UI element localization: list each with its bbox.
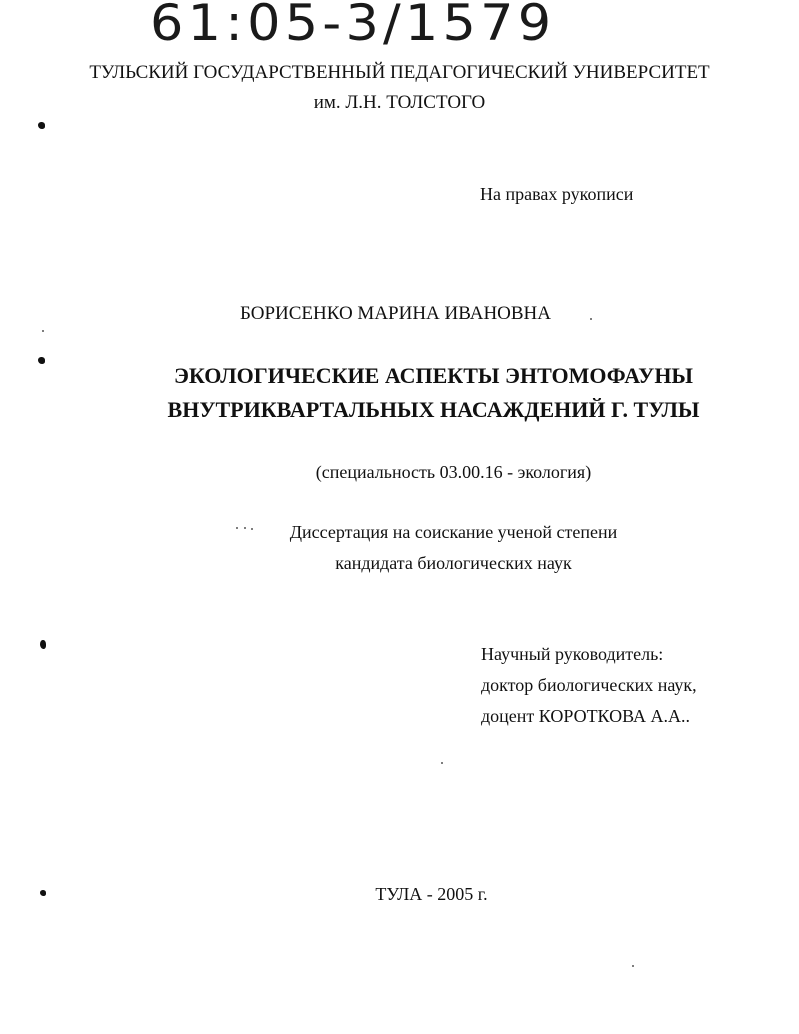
scan-speck (590, 318, 592, 320)
scan-speck (632, 965, 634, 967)
scan-mark-icon (40, 890, 46, 896)
scan-speck (441, 762, 443, 764)
scan-mark-icon (38, 122, 45, 129)
specialty: (специальность 03.00.16 - экология) (315, 462, 592, 482)
manuscript-rights-note: На правах рукописи (480, 184, 634, 204)
university-named-after: им. Л.Н. ТОЛСТОГО (313, 92, 486, 113)
handwritten-archive-number: 61:05-3/1579 (150, 0, 556, 52)
scan-mark-icon (38, 357, 45, 364)
advisor-name: доцент КОРОТКОВА А.А.. (481, 706, 690, 726)
university-name: ТУЛЬСКИЙ ГОСУДАРСТВЕННЫЙ ПЕДАГОГИЧЕСКИЙ УНИВЕРСИТЕТ (89, 62, 710, 83)
degree-line-1: Диссертация на соискание ученой степени (289, 522, 618, 542)
scan-speck (42, 330, 44, 332)
scan-speck (244, 527, 246, 529)
degree-line-2: кандидата биологических наук (335, 553, 572, 573)
scan-speck (236, 527, 238, 529)
thesis-title-line-1: ЭКОЛОГИЧЕСКИЕ АСПЕКТЫ ЭНТОМОФАУНЫ (173, 363, 694, 388)
thesis-title-line-2: ВНУТРИКВАРТАЛЬНЫХ НАСАЖДЕНИЙ Г. ТУЛЫ (167, 397, 700, 422)
author-name: БОРИСЕНКО МАРИНА ИВАНОВНА (239, 303, 552, 324)
city-year: ТУЛА - 2005 г. (375, 884, 488, 904)
advisor-degree: доктор биологических наук, (481, 675, 697, 695)
advisor-label: Научный руководитель: (481, 644, 664, 664)
scan-mark-icon (40, 640, 46, 649)
scan-speck (251, 528, 253, 530)
